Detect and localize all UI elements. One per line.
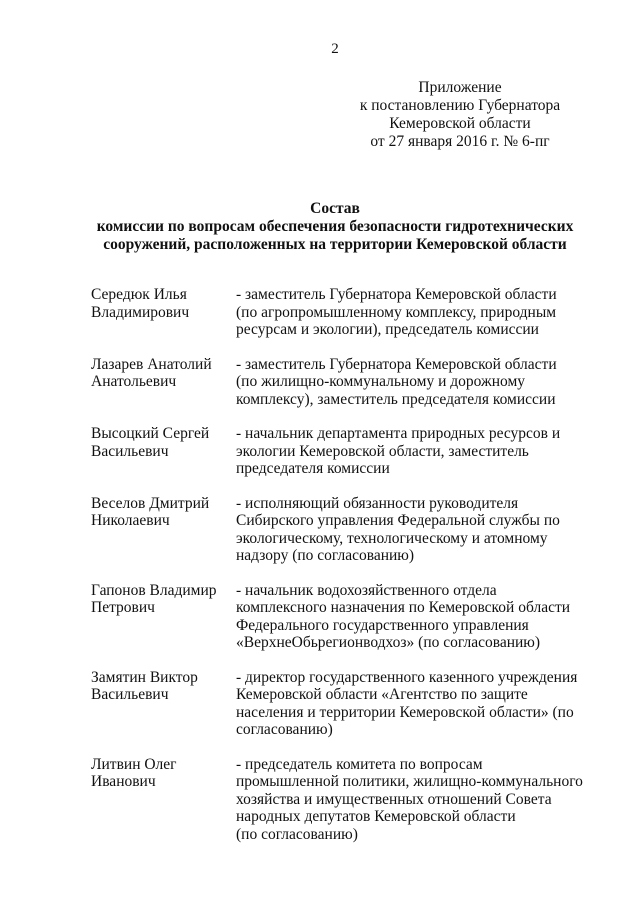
member-entry: [91, 425, 591, 478]
role-line: ресурсам и экологии), председатель комиссии: [236, 321, 539, 338]
member-patronymic: Владимирович: [91, 303, 190, 321]
role-line: - исполняющий обязанности руководителя: [236, 494, 519, 512]
member-surname-firstname: Веселов Дмитрий: [91, 494, 210, 512]
member-entry: [91, 756, 591, 844]
member-name: [91, 669, 236, 739]
member-role: [236, 356, 581, 409]
member-name: [91, 425, 236, 478]
role-line: Сибирского управления Федеральной службы по: [236, 512, 560, 529]
appendix-line: Приложение: [418, 79, 502, 96]
role-line: «ВерхнеОбьрегионводхоз» (по согласованию): [236, 634, 541, 651]
member-surname-firstname: Замятин Виктор: [91, 668, 198, 686]
member-entry: [91, 669, 591, 739]
role-line: народных депутатов Кемеровской области: [236, 808, 516, 825]
member-name: [91, 286, 236, 339]
member-entry: [91, 495, 591, 565]
member-patronymic: Петрович: [91, 599, 155, 616]
member-role: [236, 756, 581, 844]
member-role: [236, 669, 581, 739]
member-name: [91, 756, 236, 844]
role-line: - председатель комитета по вопросам: [236, 755, 483, 773]
role-line: Федерального государственного управления: [236, 616, 529, 634]
title-line: сооружений, расположенных на территории Кемеровской области: [103, 236, 567, 253]
role-line: экологии Кемеровской области, заместитель: [236, 442, 529, 460]
appendix-line: Кемеровской области: [389, 115, 531, 132]
role-line: - заместитель Губернатора Кемеровской области: [236, 355, 557, 373]
role-line: надзору (по согласованию): [236, 547, 415, 564]
member-patronymic: Иванович: [91, 773, 156, 790]
page-number: 2: [331, 41, 339, 57]
role-line: комплексного назначения по Кемеровской области: [236, 599, 571, 616]
title-line: комиссии по вопросам обеспечения безопасности гидротехнических: [96, 218, 574, 235]
member-patronymic: Николаевич: [91, 512, 170, 529]
member-surname-firstname: Лазарев Анатолий: [91, 355, 212, 373]
member-role: [236, 425, 581, 478]
appendix-line: к постановлению Губернатора: [359, 97, 561, 114]
member-role: [236, 495, 581, 565]
role-line: (по жилищно-коммунальному и дорожному: [236, 373, 526, 390]
member-surname-firstname: Середюк Илья: [91, 286, 187, 303]
member-patronymic: Васильевич: [91, 686, 169, 703]
appendix-line: от 27 января 2016 г. № 6-пг: [370, 133, 550, 150]
role-line: председателя комиссии: [236, 460, 390, 477]
member-entry: [91, 286, 591, 339]
role-line: промышленной политики, жилищно-коммунального: [236, 773, 583, 790]
member-surname-firstname: Литвин Олег: [91, 755, 177, 773]
appendix-header: [340, 79, 580, 151]
commission-members-list: [91, 286, 591, 843]
role-line: согласованию): [236, 721, 333, 738]
member-name: [91, 495, 236, 565]
role-line: - начальник водохозяйственного отдела: [236, 581, 497, 599]
member-patronymic: Васильевич: [91, 442, 169, 460]
document-title: [60, 200, 610, 254]
member-role: [236, 582, 581, 652]
role-line: комплексу), заместитель председателя комиссии: [236, 390, 556, 408]
role-line: - директор государственного казенного учреждения: [236, 668, 578, 686]
role-line: (по агропромышленному комплексу, природным: [236, 303, 557, 321]
role-line: экологическому, технологическому и атомному: [236, 529, 548, 547]
member-surname-firstname: Высоцкий Сергей: [91, 425, 210, 442]
role-line: населения и территории Кемеровской области» (по: [236, 703, 574, 721]
member-role: [236, 286, 581, 339]
member-surname-firstname: Гапонов Владимир: [91, 581, 217, 599]
member-name: [91, 356, 236, 409]
role-line: - начальник департамента природных ресурсов и: [236, 425, 561, 442]
role-line: Кемеровской области «Агентство по защите: [236, 686, 528, 703]
role-line: хозяйства и имущественных отношений Совета: [236, 790, 552, 808]
member-name: [91, 582, 236, 652]
title-line: Состав: [310, 200, 360, 217]
role-line: - заместитель Губернатора Кемеровской области: [236, 286, 557, 303]
role-line: (по согласованию): [236, 825, 358, 843]
member-entry: [91, 356, 591, 409]
member-patronymic: Анатольевич: [91, 373, 177, 390]
member-entry: [91, 582, 591, 652]
